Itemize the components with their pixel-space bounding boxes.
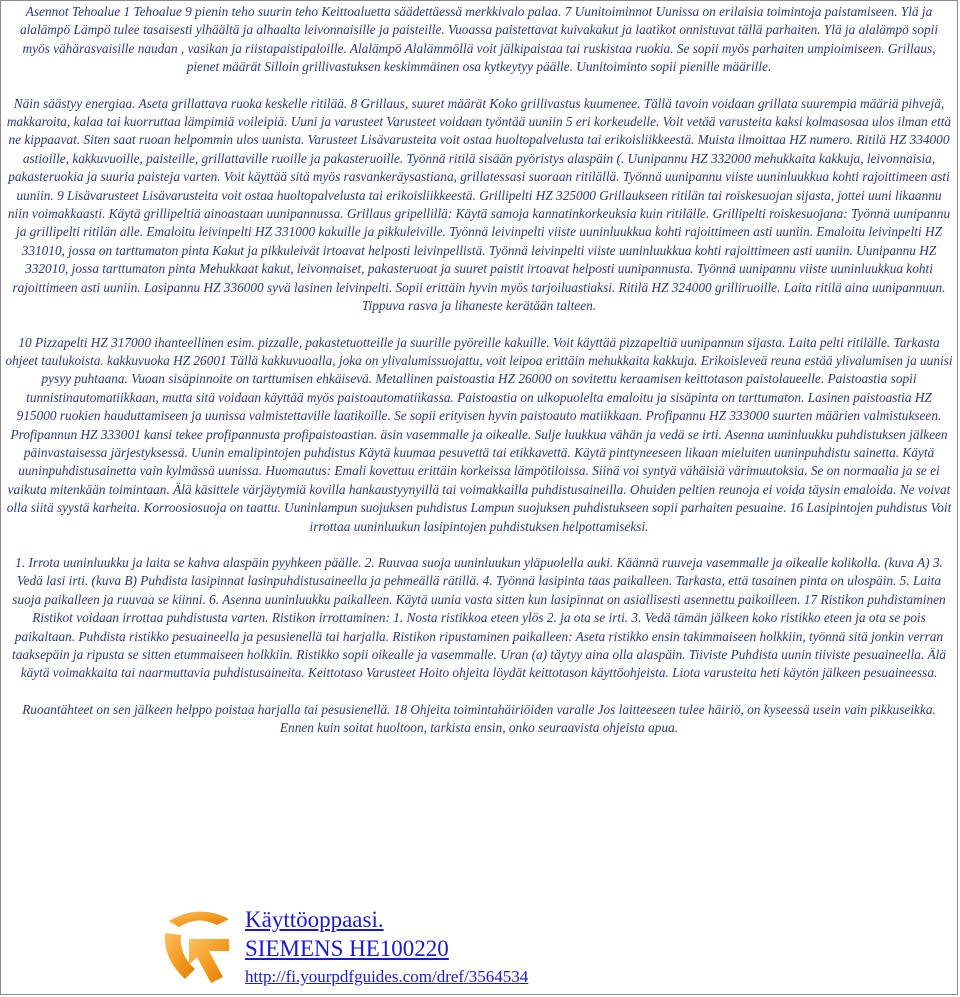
paragraph-troubleshooting: Ruoantähteet on sen jälkeen helppo poistaa harjalla tai pesusienellä. 18 Ohjeita toimintahäiriöiden varalle Jos laitteeseen tulee häiriö, on kyseessä usein vain pikkuseikka. Ennen kuin soitat huoltoon, tarkista ensin, onko seuraavista ohjeista apua. (22, 701, 936, 736)
paragraph-gap (5, 77, 953, 95)
manual-title-link[interactable]: Käyttöoppaasi. (245, 907, 384, 932)
footer-links (159, 899, 859, 994)
source-url-link[interactable]: http://fi.yourpdfguides.com/dref/3564534 (245, 967, 529, 986)
orange-arrow-icon (159, 899, 239, 989)
paragraph-glass-rack-cleaning: 1. Irrota uuninluukku ja laita se kahva alaspäin pyyhkeen päälle. 2. Ruuvaa suoja uuninluukun yläpuolella auki. Käännä ruuveja vasemmalle ja oikealle kolikolla. (kuva A) 3. Vedä lasi irti. (kuva B) Puhdista lasipinnat lasinpuhdistusaineella ja pehmeällä rätillä. 4. Työnnä lasipinta taas paikalleen. Tarkasta, että tasainen pinta on ulospäin. 5. Laita suoja paikalleen ja ruuvaa se kiinni. 6. Asenna uuninluukku paikalleen. Käytä uunia vasta sitten kun lasipinnat on asiallisesti asennettu paikoilleen. 17 Ristikon puhdistaminen Ristikot voidaan irrottaa puhdistusta varten. Ristikon irrottaminen: 1. Nosta ristikkoa eteen ylös 2. ja ota se irti. 3. Vedä tämän jälkeen koko ristikko eteen ja ota se pois paikaltaan. Puhdista ristikko pesuaineella ja pesusienellä tai harjalla. Ristikon ripustaminen paikalleen: Aseta ristikko ensin takimmaiseen holkkiin, työnnä sitä jonkin verran taaksepäin ja ripusta se sitten etummaiseen holkkiin. Ristikko sopii oikealle ja vasemmalle. Uran (a) täytyy aina olla alaspäin. Tiiviste Puhdista uunin tiiviste pesuaineella. Älä käytä voimakkaita tai naarmuttavia puhdistusaineita. Keittotaso Varusteet Hoito ohjeita löydät keittotason käyttöohjeista. Liota varusteita heti käytön jälkeen pesuaineessa. (12, 554, 946, 681)
paragraph-oven-functions: Asennot Tehoalue 1 Tehoalue 9 pienin teho suurin teho Keittoaluetta säädettäessä merkkivalo palaa. 7 Uunitoiminnot Uunissa on erilaisia toimintoja paistamiseen. Ylä ja alalämpö Lämpö tulee tasaisesti ylhäältä ja alhaalta leivonnaisille ja paisteille. Vuoassa paistettavat kuivakakut ja laatikot onnistuvat tällä parhaiten. Ylä ja alalämpö sopii myös vähärasvaisille naudan , vasikan ja riistapaistipaloille. Alalämpö Alalämmöllä voit jälkipaistaa tai ruskistaa ruokia. Se sopii myös parhaiten umpioimiseen. Grillaus, pienet määrät Silloin grillivastuksen keskimmäinen osa kytkeytyy päälle. Uunitoiminto sopii pienille määrille. (19, 4, 939, 75)
paragraph-gap (5, 316, 953, 334)
paragraph-gap (5, 683, 953, 701)
paragraph-gap (5, 536, 953, 554)
document-body (1, 1, 957, 738)
model-link[interactable]: SIEMENS HE100220 (245, 936, 449, 961)
paragraph-accessories: Näin säästyy energiaa. Aseta grillattava ruoka keskelle ritilää. 8 Grillaus, suuret määrät Koko grillivastus kuumenee. Tällä tavoin voidaan grillata suurempia määriä pihvejä, makkaroita, kalaa tai kuorruttaa lämpimiä voileipiä. Uuni ja varusteet Varusteet voidaan työntää uuniin 5 eri korkeudelle. Voit vetää varusteita kaksi kolmasosaa ulos ilman että ne kippaavat. Siten saat ruoan helpommin ulos uunista. Varusteet Lisävarusteita voit ostaa huoltopalvelusta tai erikoisliikkeestä. Muista ilmoittaa HZ numero. Ritilä HZ 334000 astioille, kakkuvuoille, paisteille, grillattaville ruoille ja pakasteruoille. Työnnä ritilä sisään pyöristys alaspäin (. Uunipannu HZ 332000 mehukkaita kakkuja, leivonnaisia, pakasteruokia ja suuria paisteja varten. Voit käyttää sitä myös rasvankeräysastiana, grillatessasi suoraan ritilällä. Työnnä uunipannu viiste uuninluukkua kohti rajoittimeen asti uuniin. 9 Lisävarusteet Lisävarusteita voit ostaa huoltopalvelusta tai erikoisliikkeestä. Grillipelti HZ 325000 Grillaukseen ritilän tai roiskesuojan sijasta, jottei uuni likaannu niin voimakkaasti. Käytä grillipeltiä ainoastaan uunipannussa. Grillaus gripellillä: Käytä samoja kannatinkorkeuksia kuin ritilälle. Grillipelti roiskesuojana: Työnnä uunipannu ja grillipelti ritilän alle. Emaloitu leivinpelti HZ 331000 kakuille ja pikkuleiville. Työnnä leivinpelti viiste uuninluukkua kohti rajoittimeen asti uuniin. Emaloitu leivinpelti HZ 331010, jossa on tarttumaton pinta Kakut ja pikkuleivät irtoavat helposti leivinpellistä. Työnnä leivinpelti viiste uuninluukkua kohti rajoittimeen asti uuniin. Uunipannu HZ 332010, jossa tarttumaton pinta Mehukkaat kakut, leivonnaiset, pakasteruoat ja suuret paistit irtoavat helposti uunipannusta. Työnnä uunipannu viiste uuninluukkua kohti rajoittimeen asti uuniin. Lasipannu HZ 336000 syvä lasinen leivinpelti. Sopii erittäin hyvin myös tarjoiluastiaksi. Ritilä HZ 324000 grilliruoille. Laita ritilä aina uunipannuun. Tippuva rasva ja lihaneste kerätään talteen. (6, 95, 952, 314)
footer-link-group (245, 905, 528, 989)
paragraph-pizza-tray-cleaning: 10 Pizzapelti HZ 317000 ihanteellinen esim. pizzalle, pakastetuotteille ja suurille pyöreille kakuille. Voit käyttää pizzapeltiä uunipannun sijasta. Laita pelti ritilälle. Tarkasta ohjeet taulukoista. kakkuvuoka HZ 26001 Tällä kakkuvuoalla, joka on ylivalumissuojattu, voit leipoa erittäin mehukkaita kakkuja. Erikoisleveä reuna estää ylivalumisen ja uunisi pysyy puhtaana. Vuoan sisäpinnoite on tarttumisen ehkäisevä. Metallinen paistoastia HZ 26000 on sovitettu keraamisen keittotason paistolaueelle. Paistoastia sopii tunnistinautomatiikkaan, mutta sitä voidaan käyttää myös paistoautomatiikassa. Paistoastia on ulkopuolelta emaloitu ja sisäpinta on tarttumaton. Lasinen paistoastia HZ 915000 ruokien hauduttamiseen ja uunissa valmistettaville laatikoille. Se sopii erityisen hyvin paistoauto matiikkaan. Profipannu HZ 333000 suurten määrien valmistukseen. Profipannun HZ 333001 kansi tekee profipannusta profipaistoastian. äsin vasemmalle ja oikealle. Sulje luukkua vähän ja vedä se irti. Asenna uuninluukku puhdistuksen jälkeen päinvastaisessa järjestyksessä. Uunin emalipintojen puhdistus Käytä kuumaa pesuvettä tai etikkavettä. Käytä pinttyneeseen likaan mieluiten uuninpuhdistu sainetta. Käytä uuninpuhdistusainetta vain kylmässä uunissa. Huomautus: Emali kovettuu erittäin korkeissa lämpötiloissa. Siinä voi syntyä vähäisiä värimuutoksia. Se on normaalia ja se ei vaikuta mitenkään toimintaan. Älä käsittele värjäytymiä kovilla hankaustyynyillä tai voimakkailla puhdistusaineilla. Ohuiden peltien reunoja ei voida täysin emaloida. Ne voivat olla siitä syystä karheita. Korroosiosuoja on taattu. Uuninlampun suojuksen puhdistus Lampun suojuksen puhdistukseen sopii parhaiten pesuaine. 16 Lasipintojen puhdistus Voit irrottaa uuninluukun lasipintojen puhdistuksen helpottamiseksi. (5, 334, 953, 534)
